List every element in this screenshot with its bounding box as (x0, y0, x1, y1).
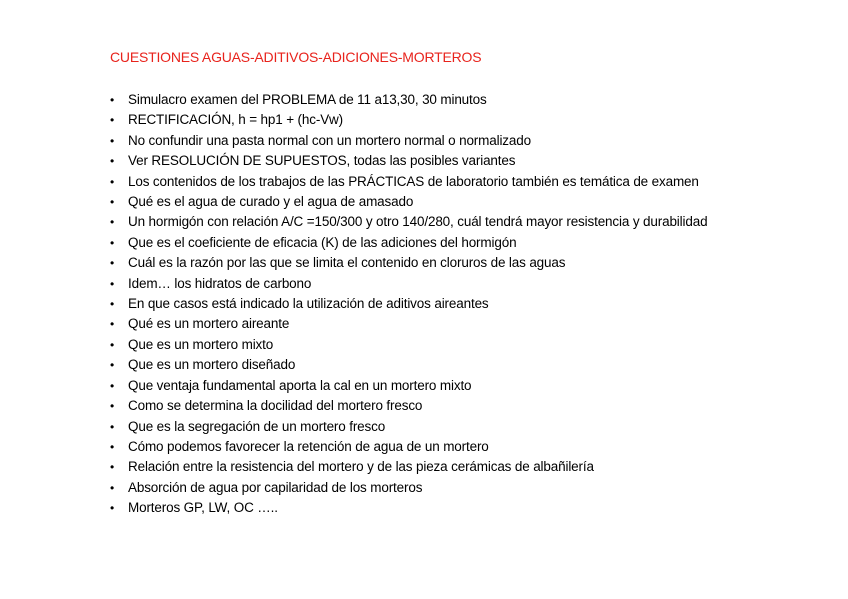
bullet-icon: • (110, 480, 115, 495)
bullet-icon: • (110, 358, 115, 373)
list-item (110, 172, 750, 192)
list-item-text: Idem… los hidratos de carbono (128, 275, 312, 291)
list-item (110, 437, 750, 457)
bullet-icon: • (110, 439, 115, 454)
list-item (110, 396, 750, 416)
list-item (110, 498, 750, 518)
list-item-text: Que es un mortero mixto (128, 336, 274, 352)
bullet-icon: • (110, 297, 115, 312)
bullet-icon: • (110, 419, 115, 434)
list-item (110, 253, 750, 273)
bullet-icon: • (110, 93, 115, 107)
list-item (110, 376, 750, 396)
bullet-icon: • (110, 256, 115, 271)
list-item (110, 314, 750, 334)
bullet-icon: • (110, 113, 115, 128)
list-item (110, 110, 750, 130)
list-item-text: Los contenidos de los trabajos de las PRÁCTICAS de laboratorio también es temática de examen (128, 173, 699, 189)
list-item (110, 355, 750, 375)
list-item-text: Un hormigón con relación A/C =150/300 y otro 140/280, cuál tendrá mayor resistencia y durabilidad (128, 214, 708, 230)
list-item-text: Relación entre la resistencia del mortero y de las pieza cerámicas de albañilería (128, 459, 594, 475)
list-item-text: Qué es el agua de curado y el agua de amasado (128, 194, 414, 210)
list-item (110, 192, 750, 212)
list-item (110, 212, 750, 232)
list-item-text: Absorción de agua por capilaridad de los morteros (128, 479, 423, 495)
bullet-icon: • (110, 235, 115, 250)
list-item-text: Que es la segregación de un mortero fresco (128, 418, 386, 434)
bullet-icon: • (110, 460, 115, 475)
list-item-text: Como se determina la docilidad del mortero fresco (128, 398, 423, 414)
list-item-text: No confundir una pasta normal con un mortero normal o normalizado (128, 132, 531, 148)
list-item (110, 335, 750, 355)
list-item-text: Cómo podemos favorecer la retención de agua de un mortero (128, 438, 489, 454)
list-item-text: Que es un mortero diseñado (128, 357, 296, 373)
list-item (110, 417, 750, 437)
bullet-icon: • (110, 337, 115, 352)
list-item (110, 151, 750, 171)
bullet-icon: • (110, 501, 115, 516)
slide-title: CUESTIONES AGUAS-ADITIVOS-ADICIONES-MORTEROS (110, 49, 482, 65)
bullet-icon: • (110, 378, 115, 393)
list-item-text: Que ventaja fundamental aporta la cal en un mortero mixto (128, 377, 472, 393)
bullet-icon: • (110, 154, 115, 169)
list-item (110, 457, 750, 477)
bullet-icon: • (110, 174, 115, 189)
list-item (110, 274, 750, 294)
list-item-text: Morteros GP, LW, OC ….. (128, 500, 278, 516)
list-item (110, 478, 750, 498)
bullet-icon: • (110, 399, 115, 414)
bullet-icon: • (110, 276, 115, 291)
list-item-text: Que es el coeficiente de eficacia (K) de las adiciones del hormigón (128, 234, 517, 250)
bullet-icon: • (110, 215, 115, 230)
list-item-text: Simulacro examen del PROBLEMA de 11 a13,30, 30 minutos (128, 92, 487, 107)
bullet-icon: • (110, 317, 115, 332)
bullet-icon: • (110, 133, 115, 148)
question-list (110, 90, 750, 519)
list-item-text: En que casos está indicado la utilización de aditivos aireantes (128, 296, 489, 312)
list-item (110, 233, 750, 253)
list-item (110, 294, 750, 314)
list-item-text: Qué es un mortero aireante (128, 316, 290, 332)
list-item (110, 131, 750, 151)
list-item-text: RECTIFICACIÓN, h = hp1 + (hc-Vw) (128, 112, 344, 128)
list-item (110, 90, 750, 110)
bullet-icon: • (110, 195, 115, 210)
list-item-text: Ver RESOLUCIÓN DE SUPUESTOS, todas las posibles variantes (128, 153, 516, 169)
list-item-text: Cuál es la razón por las que se limita el contenido en cloruros de las aguas (128, 255, 566, 271)
